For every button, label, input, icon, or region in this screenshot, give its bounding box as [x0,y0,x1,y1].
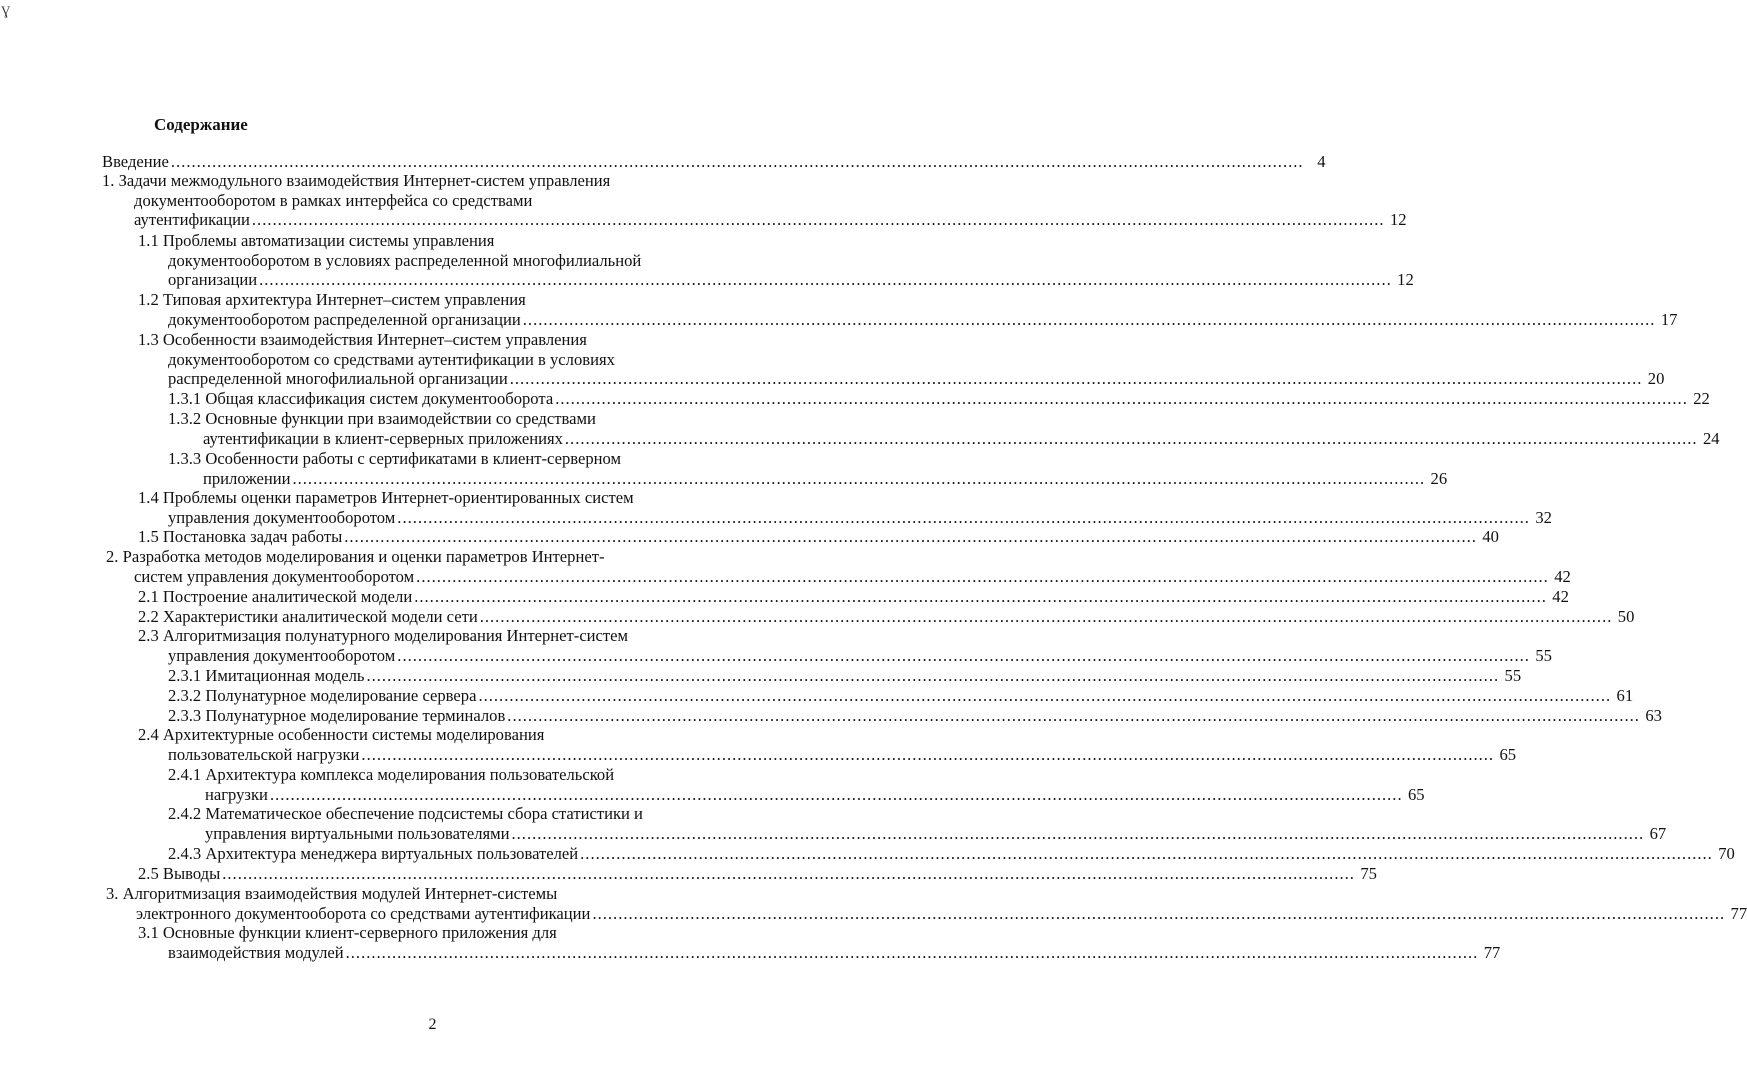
toc-entry-text: 2.3.1 Имитационная модель [168,666,365,685]
dot-leader: ............................................................................................................................................................................................................................ [509,369,1643,388]
dot-leader: ............................................................................................................................................................................................................................ [580,844,1713,863]
toc-entry [168,804,1667,843]
toc-page-number: 20 [1647,369,1665,388]
toc-entry-text: 2.2 Характеристики аналитической модели сети [138,607,478,626]
toc-entry-text: управления виртуальными пользователями [205,823,510,843]
toc-page-number: 77 [1483,942,1501,962]
dot-leader: ............................................................................................................................................................................................................................ [259,270,1392,289]
toc-entry-line [106,566,1571,587]
dot-leader: ............................................................................................................................................................................................................................ [522,309,1656,329]
toc-entry-line: 2.3 Алгоритмизация полунатурного моделирования Интернет-систем [138,626,629,645]
toc-entry-line [138,744,1517,765]
toc-entry-line: 2.4.1 Архитектура комплекса моделирования пользовательской [168,765,615,784]
toc-page-number: 77 [1730,903,1747,923]
dot-leader: ............................................................................................................................................................................................................................ [592,903,1726,923]
toc-entry-text: электронного документооборота со средствами аутентификации [136,903,591,923]
toc-entry-line: документооборотом в рамках интерфейса со средствами [134,190,533,210]
toc-entry-line [102,210,1407,230]
toc-entry [138,864,1377,884]
dot-leader: ............................................................................................................................................................................................................................ [292,468,1426,488]
toc-page-number: 17 [1660,309,1678,329]
toc-page-number: 12 [1389,210,1407,229]
toc-entry-line [168,706,1662,726]
toc-page-number: 22 [1693,389,1710,408]
toc-entry-line [138,270,1414,290]
toc-page-number: 40 [1482,527,1499,546]
toc-page-number: 42 [1554,566,1571,586]
toc-entry-line [138,645,1552,666]
toc-entry-line [138,309,1678,330]
toc-page-number: 55 [1535,645,1552,665]
dot-leader: ............................................................................................................................................................................................................................ [366,666,1500,685]
toc-page-number: 32 [1535,507,1552,527]
toc-page-number: 12 [1397,270,1414,289]
toc-page-number: 65 [1408,784,1425,804]
toc-entry [168,706,1662,726]
toc-entry [138,290,1678,329]
toc-entry [138,923,1501,962]
toc-entry-line: 3.1 Основные функции клиент-серверного приложения для [138,923,557,942]
toc-entry-text: нагрузки [205,784,268,804]
toc-entry [138,330,1665,389]
dot-leader: ............................................................................................................................................................................................................................ [344,527,1477,546]
dot-leader: ............................................................................................................................................................................................................................ [479,607,1613,626]
toc-entry-line: 2.4 Архитектурные особенности системы моделирования [138,725,545,744]
toc-page-number: 65 [1499,744,1517,764]
dot-leader: ............................................................................................................................................................................................................................ [170,152,1304,171]
toc-entry-line [138,607,1635,627]
toc-entry-line [168,823,1667,844]
toc-entry-line: 1.3.2 Основные функции при взаимодействии со средствами [168,409,596,428]
page-title: Содержание [154,115,248,134]
toc-entry-line: 1.4 Проблемы оценки параметров Интернет-ориентированных систем [138,488,634,507]
toc-entry-line [138,587,1569,607]
toc-page-number: 24 [1702,428,1720,448]
toc-entry-line [138,527,1499,547]
dot-leader: ............................................................................................................................................................................................................................ [511,823,1645,843]
dot-leader: ............................................................................................................................................................................................................................ [414,587,1547,606]
toc-entry-text: 2.3.2 Полунатурное моделирование сервера [168,686,477,705]
toc-entry-line: 3. Алгоритмизация взаимодействия модулей Интернет-системы [106,884,558,903]
toc-entry [168,844,1735,864]
toc-entry [138,725,1517,764]
toc-page-number: 63 [1645,706,1662,725]
toc-entry [138,231,1414,290]
toc-entry-line [138,507,1552,528]
toc-entry-line [138,864,1377,884]
toc-entry-text: Введение [102,152,169,171]
toc-page-number: 55 [1504,666,1522,685]
dot-leader: ............................................................................................................................................................................................................................ [555,389,1688,408]
toc-entry [168,686,1634,706]
toc-entry-text: аутентификации [134,210,250,229]
toc-entry-line [168,389,1710,409]
toc-entry-line [138,369,1665,389]
toc-entry-line [168,468,1448,489]
toc-page-number: 26 [1430,468,1448,488]
toc-page-number: 70 [1718,844,1735,863]
toc-entry-line: 2. Разработка методов моделирования и оценки параметров Интернет- [106,547,605,566]
dot-leader: ............................................................................................................................................................................................................................ [345,942,1479,962]
toc-entry-text: приложении [203,468,291,488]
toc-entry [106,547,1571,586]
corner-mark: Ɣ [1,3,11,18]
toc-entry-line [138,942,1501,963]
toc-entry [168,449,1448,488]
dot-leader: ............................................................................................................................................................................................................................ [416,566,1549,586]
toc-entry-text: пользовательской нагрузки [168,744,360,764]
toc-entry-text: распределенной многофилиальной организации [168,369,508,388]
toc-entry-text: 2.1 Построение аналитической модели [138,587,413,606]
toc-entry-text: взаимодействия модулей [168,942,344,962]
toc-entry-line [168,784,1425,805]
toc-entry [168,409,1720,448]
dot-leader: ............................................................................................................................................................................................................................ [251,210,1385,229]
toc-entry-text: 1.5 Постановка задач работы [138,527,343,546]
dot-leader: ............................................................................................................................................................................................................................ [397,645,1530,665]
toc-entry-line: 1.1 Проблемы автоматизации системы управления [138,231,495,250]
toc-entry [106,884,1747,923]
toc-entry-text: управления документооборотом [168,507,396,527]
dot-leader: ............................................................................................................................................................................................................................ [222,864,1355,883]
toc-page-number: 42 [1552,587,1569,606]
toc-entry-line: 1.3.3 Особенности работы с сертификатами в клиент-серверном [168,449,622,468]
toc-page-number: 75 [1360,864,1377,883]
toc-entry-line: документооборотом со средствами аутентификации в условиях [168,349,615,369]
toc-entry-line: 2.4.2 Математическое обеспечение подсистемы сбора статистики и [168,804,643,823]
toc-entry-line [168,666,1522,686]
toc-entry-text: 2.4.3 Архитектура менеджера виртуальных пользователей [168,844,579,863]
toc-entry-text: 2.5 Выводы [138,864,221,883]
toc-entry-line: 1.3 Особенности взаимодействия Интернет–систем управления [138,330,587,349]
toc-entry-text: 1.3.1 Общая классификация систем документооборота [168,389,554,408]
toc-entry-text: документооборотом распределенной организации [168,309,521,329]
dot-leader: ............................................................................................................................................................................................................................ [361,744,1495,764]
toc-entry-line [168,844,1735,864]
toc-entry-line: 1. Задачи межмодульного взаимодействия Интернет-систем управления [102,171,611,190]
toc-entry [138,587,1569,607]
toc-entry [168,389,1710,409]
toc-page-number: 4 [1317,152,1326,171]
dot-leader: ............................................................................................................................................................................................................................ [397,507,1530,527]
toc-entry [102,171,1407,230]
toc-page-number: 61 [1616,686,1634,705]
toc-entry-line: документооборотом в условиях распределенной многофилиальной [168,250,642,270]
toc-entry [138,488,1552,527]
toc-entry [138,607,1635,627]
toc-entry [168,666,1522,686]
toc-entry-text: управления документооборотом [168,645,396,665]
toc-entry [102,152,1326,172]
dot-leader: ............................................................................................................................................................................................................................ [478,686,1612,705]
dot-leader: ............................................................................................................................................................................................................................ [507,706,1640,725]
page-number: 2 [428,1016,437,1033]
toc-entry-text: 2.3.3 Полунатурное моделирование терминалов [168,706,506,725]
toc-page-number: 67 [1649,823,1667,843]
toc-entry-text: аутентификации в клиент-серверных приложениях [203,428,563,448]
toc-entry-line [168,428,1720,449]
toc-entry-line: 1.2 Типовая архитектура Интернет–систем управления [138,290,526,309]
toc-entry [138,527,1499,547]
dot-leader: ............................................................................................................................................................................................................................ [269,784,1403,804]
toc-entry [168,765,1425,804]
toc-entry [138,626,1552,665]
toc-page-number: 50 [1617,607,1635,626]
toc-entry-text: систем управления документооборотом [134,566,415,586]
toc-entry-line [102,152,1326,172]
dot-leader: ............................................................................................................................................................................................................................ [564,428,1698,448]
toc-entry-line [168,686,1634,706]
toc-entry-line [106,903,1747,924]
toc-entry-text: организации [168,270,258,289]
